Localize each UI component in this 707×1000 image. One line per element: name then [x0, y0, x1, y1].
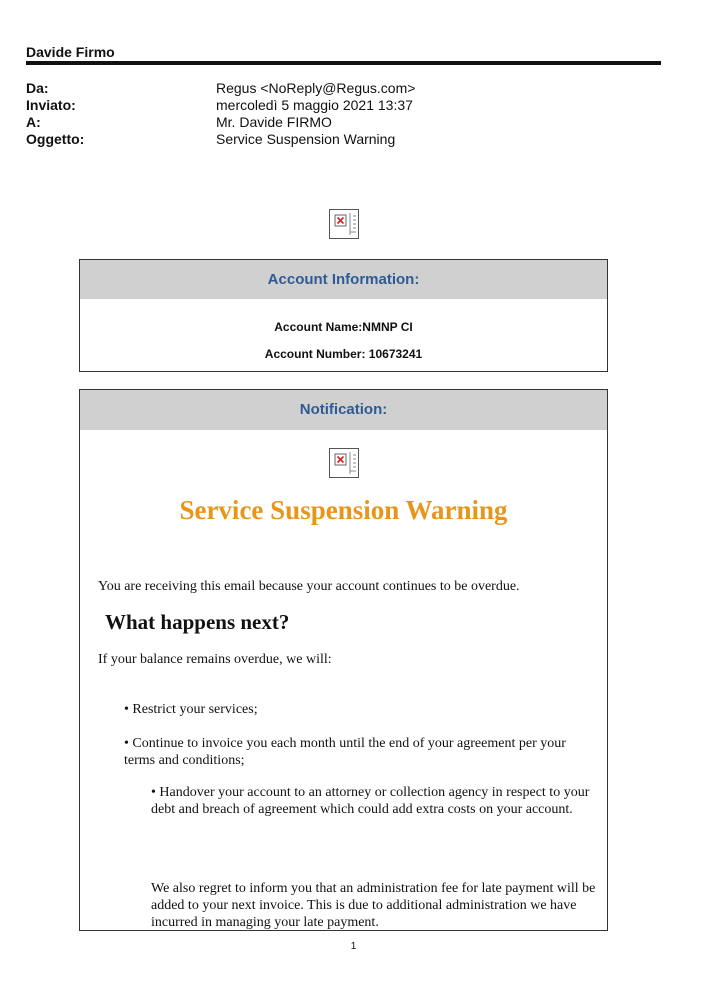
next-steps-heading: What happens next?	[105, 610, 290, 634]
from-label: Da:	[26, 80, 49, 96]
notification-box	[79, 389, 608, 931]
bullet-invoice: • Continue to invoice you each month until the end of your agreement per your terms and conditions;	[124, 736, 566, 768]
sent-label: Inviato:	[26, 97, 76, 113]
broken-image-icon	[329, 448, 359, 478]
header-divider	[26, 61, 661, 65]
intro-text: You are receiving this email because your account continues to be overdue.	[98, 579, 520, 594]
subject-label: Oggetto:	[26, 131, 85, 147]
account-info-box	[79, 259, 608, 372]
from-value: Regus <NoReply@Regus.com>	[216, 80, 416, 96]
page-number: 1	[350, 941, 357, 952]
balance-text: If your balance remains overdue, we will:	[98, 652, 332, 667]
to-value: Mr. Davide FIRMO	[216, 114, 332, 130]
broken-image-icon	[329, 209, 359, 239]
notification-heading: Notification:	[80, 390, 607, 430]
account-info-heading: Account Information:	[80, 260, 607, 299]
to-label: A:	[26, 114, 41, 130]
sent-value: mercoledì 5 maggio 2021 13:37	[216, 97, 413, 113]
warning-title: Service Suspension Warning	[179, 495, 508, 525]
fee-text: We also regret to inform you that an administration fee for late payment will be added to your next invoice. This is due to additional administration we have incurred in managing your late payment.	[151, 881, 596, 930]
bullet-handover: • Handover your account to an attorney or collection agency in respect to your debt and breach of agreement which could add extra costs on your account.	[151, 785, 590, 817]
account-number: Account Number: 10673241	[264, 347, 423, 361]
sender-name: Davide Firmo	[26, 44, 115, 60]
account-name: Account Name:NMNP CI	[274, 320, 413, 334]
bullet-restrict: • Restrict your services;	[124, 702, 258, 717]
subject-value: Service Suspension Warning	[216, 131, 396, 147]
